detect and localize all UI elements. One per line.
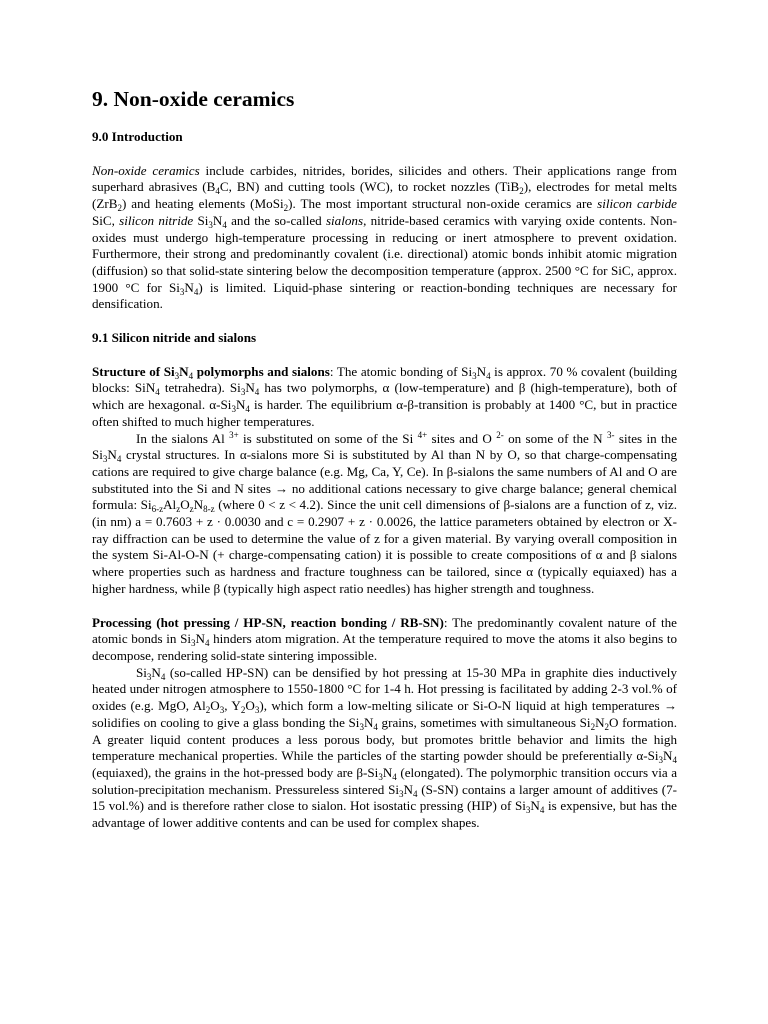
text-run-sub: 3 (658, 755, 664, 766)
text-run-sub: 2 (283, 203, 289, 214)
text-run-sub: 6-z (151, 504, 164, 515)
intro-paragraph: Non-oxide ceramics include carbides, nitrides, borides, silicides and others. Their applications range from superhard abrasives ($B_4C$, BN) and cutting tools (WC), to rocket nozzles (TiB$_2$), electrodes for metal melts (ZrB$_2$) and heating elements (MoSi$_2$). The most important structural non-oxide ceramics are silicon carbide SiC, silicon nitride $Si_3N_4$ and the so-called sialons, nitride-based ceramics with varying oxide contents. Non-oxides must undergo high-temperature processing in reducing or inert atmosphere to prevent oxidation. Furthermore, their strong and predominantly covalent (i.e. directional) atomic bonds inhibit atomic migration (diffusion) so that solid-state sintering below the decomposition temperature (approx. 2500 °C for SiC, approx. 1900 °C for $Si_3N_4$) is limited. Liquid-phase sintering or reaction-bonding techniques are necessary for densification. (92, 162, 678, 312)
text-run-sub: 4 (215, 186, 220, 197)
text-run-b: Structure of Si (92, 363, 175, 379)
text-run-sub: z (189, 504, 194, 515)
document-page (92, 86, 677, 832)
text-run-sub: 3 (102, 454, 108, 465)
text-run-sub: 4 (672, 755, 677, 766)
structure-paragraph: Structure of $Si_3N_4$ polymorphs and sialons: The atomic bonding of $Si_3N_4$ is approx. 70 % covalent (building blocks: SiN$_4$ tetrahedra). $Si_3N_4$ has two polymorphs, α (low-temperature) and β (high-temperature), both of which are hexagonal. $\alpha-Si_3N_4$ is harder. The equilibrium α-β-transition is probably at 1400 °C, but in practice often shifted to much higher temperatures. (92, 363, 678, 429)
text-run-sub: 4 (204, 638, 210, 649)
text-run-b: N (179, 363, 189, 379)
text-run-sub: 4 (188, 370, 194, 381)
text-run-sub: 3 (240, 387, 246, 398)
text-run-sub: 8-z (203, 504, 215, 515)
section-heading-9-1: 9.1 Silicon nitride and sialons (92, 330, 257, 346)
text-run-b: polymorphs and sialons (193, 363, 330, 379)
text-run-sub: 2 (604, 721, 610, 732)
text-run-sub: 3 (208, 219, 213, 230)
sialons-paragraph: In the sialons Al $^{3+}$ is substituted on some of the Si $^{4+}$ sites and O $^{2-}$ on some of the N $^{3-}$ sites in the $Si_3N_4$ crystal structures. In α-sialons more Si is substituted by Al than N by O, so that charge-compensating cations are required to give charge balance (e.g. Mg, Ca, Y, Ce). In β-sialons the same numbers of Al and O are substituted into the Si and N sites → no additional cations necessary to give charge balance; general chemical formula: $Si_{6-z}Al_zO_zN_{8-z}$ (where 0 < z < 4.2). Since the unit cell dimensions of β-sialons are a function of z, viz. (in nm) a = 0.7603 + z · 0.0030 and c = 0.2907 + z · 0.0026, the lattice parameters obtained by electron or X-ray diffraction can be used to determine the value of z for a given material. By varying overall composition in the system Si-Al-O-N (+ charge-compensating cation) it is possible to create compositions of α and β sialons where properties such as hardness and fracture toughness can be tailored, since α (typically equiaxed) has a higher hardness, while β (typically high aspect ratio needles) has higher strength and toughness. (92, 429, 678, 596)
text-run-sup: 2- (496, 429, 504, 440)
text-run-i: silicon carbide (597, 196, 677, 212)
text-run-sub: 4 (155, 387, 160, 398)
text-run-sub: 2 (240, 705, 246, 716)
section-heading-9-0: 9.0 Introduction (92, 129, 183, 144)
text-run-sub: 4 (392, 771, 397, 782)
text-run-sub: 3 (174, 370, 180, 381)
text-run-sub: 4 (222, 219, 227, 230)
text-run-sub: 3 (191, 638, 196, 649)
text-run-sub: 4 (245, 404, 250, 415)
text-run-sub: 2 (519, 186, 524, 197)
text-run-sup: 3- (606, 429, 615, 440)
text-run-sub: 4 (116, 454, 122, 465)
text-run-sub: 3 (146, 671, 152, 682)
chapter-title: 9. Non-oxide ceramics (92, 87, 295, 111)
text-run-sub: 3 (359, 721, 364, 732)
text-run-sub: 4 (160, 671, 166, 682)
text-run-sub: 2 (117, 203, 122, 214)
processing-paragraph: Processing (hot pressing / HP-SN, reaction bonding / RB-SN): The predominantly covalent nature of the atomic bonds in $Si_3N_4$ hinders atom migration. At the temperature required to move the atoms it also begins to decompose, rendering solid-state sintering impossible. (92, 614, 678, 663)
text-run-sub: 3 (378, 771, 383, 782)
text-run-i: sialons (325, 212, 364, 228)
text-run-sub: 3 (472, 370, 477, 381)
hot-pressing-paragraph: $Si_3N_4$ (so-called HP-SN) can be densified by hot pressing at 15-30 MPa in graphite dies inductively heated under nitrogen atmosphere to 1550-1800 °C for 1-4 h. Hot pressing is facilitated by adding 2-3 vol.% of oxides (e.g. MgO, $Al_2O_3$, $Y_2O_3$), which form a low-melting silicate or Si-O-N liquid at high temperatures → solidifies on cooling to give a glass bonding the $Si_3N_4$ grains, sometimes with simultaneous $Si_2N_2O$ formation. A greater liquid content produces a less porous body, but promotes brittle behavior and limits the high temperature mechanical properties. While the particles of the starting powder should be preferentially $\alpha-Si_3N_4$ (equiaxed), the grains in the hot-pressed body are $\beta-Si_3N_4$ (elongated). The polymorphic transition occurs via a solution-precipitation mechanism. Pressureless sintered $Si_3N_4$ (S-SN) contains a larger amount of additives (7-15 vol.%) and is therefore rather close to sialon. Hot isostatic pressing (HIP) of $Si_3N_4$ is expensive, but has the advantage of lower additive contents and can be used for complex shapes. (92, 664, 678, 831)
text-run-sub: z (176, 504, 181, 515)
text-run-i: Non-oxide ceramics (92, 162, 200, 178)
text-run-sup: 4+ (417, 429, 428, 440)
text-run-sub: 3 (219, 705, 225, 716)
text-run-sub: 3 (179, 286, 185, 297)
text-run-sub: 3 (399, 788, 404, 799)
text-run-sub: 3 (231, 404, 236, 415)
text-run-sub: 4 (373, 721, 378, 732)
text-run-sub: 3 (254, 705, 260, 716)
text-run-sup: 3+ (229, 429, 239, 440)
text-run-sub: 4 (486, 370, 491, 381)
text-run-i: silicon nitride (119, 212, 194, 228)
text-run-b: Processing (hot pressing / HP-SN, reaction bonding / RB-SN) (92, 614, 444, 630)
text-run-sub: 2 (205, 705, 211, 716)
text-run-sub: 4 (254, 387, 260, 398)
text-run-sub: 2 (590, 721, 596, 732)
text-run-sub: 4 (539, 805, 545, 816)
text-run-sub: 4 (193, 286, 199, 297)
text-run-sub: 4 (412, 788, 418, 799)
text-run-sub: 3 (525, 805, 531, 816)
